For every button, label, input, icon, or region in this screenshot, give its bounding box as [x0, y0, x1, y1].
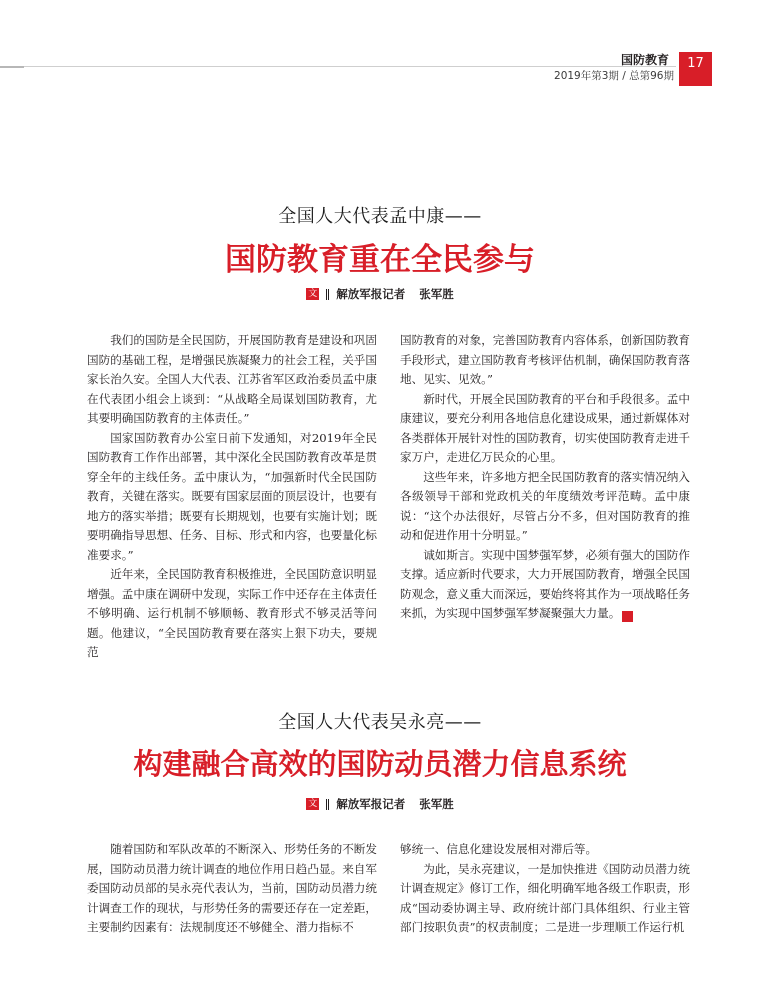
article1-right-column — [400, 331, 690, 624]
article1-left-column — [87, 331, 377, 663]
issue-info: 2019年第3期 / 总第96期 — [554, 70, 674, 82]
article2-title: 构建融合高效的国防动员潜力信息系统 — [133, 747, 627, 781]
paragraph: 够统一、信息化建设发展相对滞后等。 — [400, 842, 598, 856]
paragraph: 近年来，全民国防教育积极推进，全民国防意识明显增强。孟中康在调研中发现，实际工作中还存在主体责任不够明确、运行机制不够顺畅、教育形式不够灵活等问题。他建议，“全民国防教育要在落实上狠下功夫，要规范 — [87, 567, 377, 659]
paragraph: 我们的国防是全民国防，开展国防教育是建设和巩固国防的基础工程，是增强民族凝聚力的社会工程，关乎国家长治久安。全国人大代表、江苏省军区政治委员孟中康在代表团小组会上谈到：“从战略全局谋划国防教育，尤其要明确国防教育的主体责任。” — [87, 333, 377, 425]
end-mark-icon: G — [622, 611, 633, 622]
byline-separator — [326, 799, 329, 810]
byline-role: 解放军报记者 — [336, 797, 406, 811]
byline-badge: 文 — [308, 799, 318, 809]
magazine-name: 国防教育 — [620, 53, 669, 67]
byline-separator — [326, 289, 329, 300]
byline-role: 解放军报记者 — [336, 287, 406, 301]
header-rule — [0, 66, 676, 67]
article2-left-column — [87, 840, 377, 938]
paragraph: 新时代，开展全民国防教育的平台和手段很多。孟中康建议，要充分利用各地信息化建设成果，通过新媒体对各类群体开展针对性的国防教育，切实使国防教育走进千家万户，走进亿万民众的心里。 — [400, 391, 690, 464]
article1-title: 国防教育重在全民参与 — [225, 242, 535, 278]
paragraph: 随着国防和军队改革的不断深入、形势任务的不断发展，国防动员潜力统计调查的地位作用日趋凸显。来自军委国防动员部的吴永亮代表认为，当前，国防动员潜力统计调查工作的现状，与形势任务的需要还存在一定差距，主要制约因素有：法规制度还不够健全、潜力指标不 — [87, 842, 377, 934]
article2-right-column — [400, 840, 690, 938]
article2-subtitle: 全国人大代表吴永亮—— — [278, 712, 482, 733]
byline-author: 张军胜 — [419, 797, 454, 811]
article1-subtitle: 全国人大代表孟中康—— — [278, 206, 482, 227]
article1-byline — [0, 286, 760, 302]
paragraph — [400, 546, 690, 624]
paragraph: 国家国防教育办公室日前下发通知，对2019年全民国防教育工作作出部署，其中深化全民国防教育改革是贯穿全年的主线任务。孟中康认为，“加强新时代全民国防教育，关键在落实。既要有国家层面的顶层设计，也要有地方的落实举措；既要有长期规划，也要有实施计划；既要明确指导思想、任务、目标、形式和内容，也要量化标准要求。” — [87, 430, 377, 562]
byline-badge: 文 — [308, 289, 318, 299]
paragraph: 国防教育的对象，完善国防教育内容体系，创新国防教育手段形式，建立国防教育考核评估机制，确保国防教育落地、见实、见效。” — [400, 333, 690, 386]
article2-byline — [0, 796, 760, 812]
byline-author: 张军胜 — [419, 287, 454, 301]
paragraph-text: 诚如斯言。实现中国梦强军梦，必须有强大的国防作支撑。适应新时代要求，大力开展国防教育，增强全民国防观念，意义重大而深远，要始终将其作为一项战略任务来抓，为实现中国梦强军梦凝聚强大力量。 — [400, 547, 690, 620]
paragraph: 为此，吴永亮建议，一是加快推进《国防动员潜力统计调查规定》修订工作，细化明确军地各级工作职责，形成“国动委协调主导、政府统计部门具体组织、行业主管部门按职负责”的权责制度；二是进一步理顺工作运行机 — [400, 861, 690, 934]
paragraph: 这些年来，许多地方把全民国防教育的落实情况纳入各级领导干部和党政机关的年度绩效考评范畴。孟中康说：“这个办法很好，尽管占分不多，但对国防教育的推动和促进作用十分明显。” — [400, 469, 690, 542]
page-number: 17 — [679, 52, 712, 86]
